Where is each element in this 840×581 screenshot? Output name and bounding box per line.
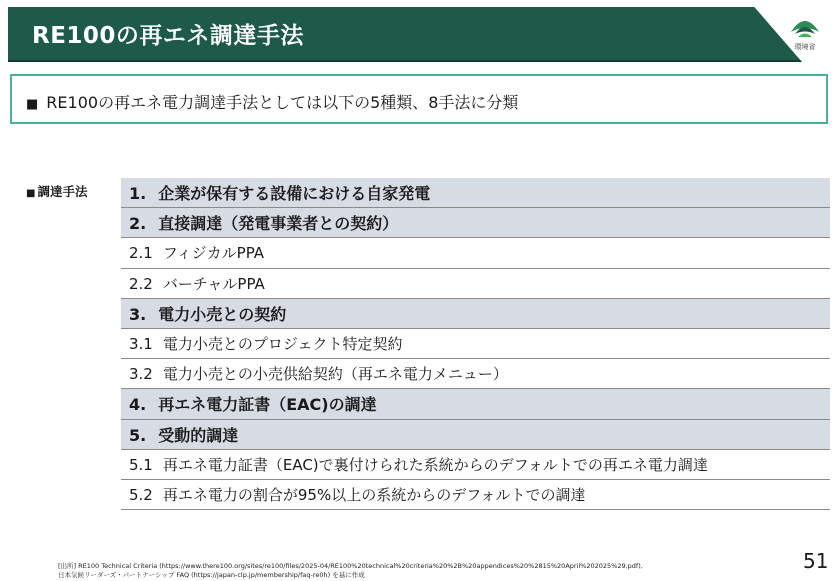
table-row: [121, 238, 830, 268]
method-cell: [121, 268, 830, 298]
method-cell: [121, 208, 830, 238]
method-number: 3.1: [129, 335, 153, 354]
method-number: 5.2: [129, 485, 153, 504]
method-cell: [121, 238, 830, 268]
method-label: 再エネ電力証書（EAC)の調達: [158, 395, 377, 415]
method-number: 2.: [129, 214, 147, 234]
summary-label: RE100の再エネ電力調達手法としては以下の5種類、8手法に分類: [46, 93, 519, 112]
table-row: [121, 328, 830, 358]
page-title: RE100の再エネ調達手法: [32, 23, 304, 49]
method-number: 5.1: [129, 455, 153, 474]
logo-caption: 環境省: [794, 43, 816, 51]
side-label: [26, 182, 87, 200]
method-label: 企業が保有する設備における自家発電: [158, 184, 431, 204]
source-line: 日本気候リーダーズ・パートナーシップ FAQ (https://japan-clp.jp/membership/faq-re0h) を基に作成: [58, 571, 365, 579]
table-row: [121, 298, 830, 328]
method-number: 2.2: [129, 274, 153, 293]
method-cell: [121, 328, 830, 358]
leaf-logo-icon: [788, 10, 822, 40]
source-note: [58, 562, 778, 580]
side-label-text: 調達手法: [37, 184, 88, 199]
method-label: 再エネ電力の割合が95%以上の系統からのデフォルトでの調達: [162, 485, 586, 504]
method-label: 受動的調達: [158, 425, 239, 445]
side-label-bullet: ■: [26, 188, 36, 199]
method-label: 直接調達（発電事業者との契約）: [158, 214, 399, 234]
table-row: [121, 449, 830, 479]
table-row: [121, 479, 830, 509]
table-row: [121, 419, 830, 449]
source-line: [出所] RE100 Technical Criteria (https://www.there100.org/sites/re100/files/2025-04/RE100%20technical%20criteria%20%2B%20appendices%20%2815%20April%202025%29.pdf),: [58, 562, 643, 570]
summary-bullet: ■: [26, 97, 39, 112]
method-number: 3.: [129, 304, 147, 324]
method-cell: [121, 178, 830, 208]
method-number: 1.: [129, 184, 147, 204]
method-number: 4.: [129, 395, 147, 415]
table-row: [121, 208, 830, 238]
method-number: 5.: [129, 425, 147, 445]
method-number: 2.1: [129, 244, 153, 263]
method-cell: [121, 359, 830, 389]
method-cell: [121, 419, 830, 449]
method-cell: [121, 298, 830, 328]
method-cell: [121, 389, 830, 419]
method-label: 電力小売との小売供給契約（再エネ電力メニュー）: [162, 365, 508, 384]
summary-text: [26, 90, 518, 113]
summary-box: [10, 74, 828, 124]
method-label: 電力小売との契約: [158, 304, 287, 324]
method-number: 3.2: [129, 365, 153, 384]
method-label: フィジカルPPA: [162, 244, 265, 263]
table-row: [121, 359, 830, 389]
methods-table: [121, 178, 830, 510]
ministry-logo: [783, 10, 827, 58]
method-label: バーチャルPPA: [162, 274, 265, 293]
page-number: 51: [803, 549, 829, 573]
method-label: 再エネ電力証書（EAC)で裏付けられた系統からのデフォルトでの再エネ電力調達: [162, 455, 708, 474]
table-row: [121, 389, 830, 419]
method-cell: [121, 479, 830, 509]
table-row: [121, 178, 830, 208]
method-label: 電力小売とのプロジェクト特定契約: [162, 335, 403, 354]
method-cell: [121, 449, 830, 479]
table-row: [121, 268, 830, 298]
